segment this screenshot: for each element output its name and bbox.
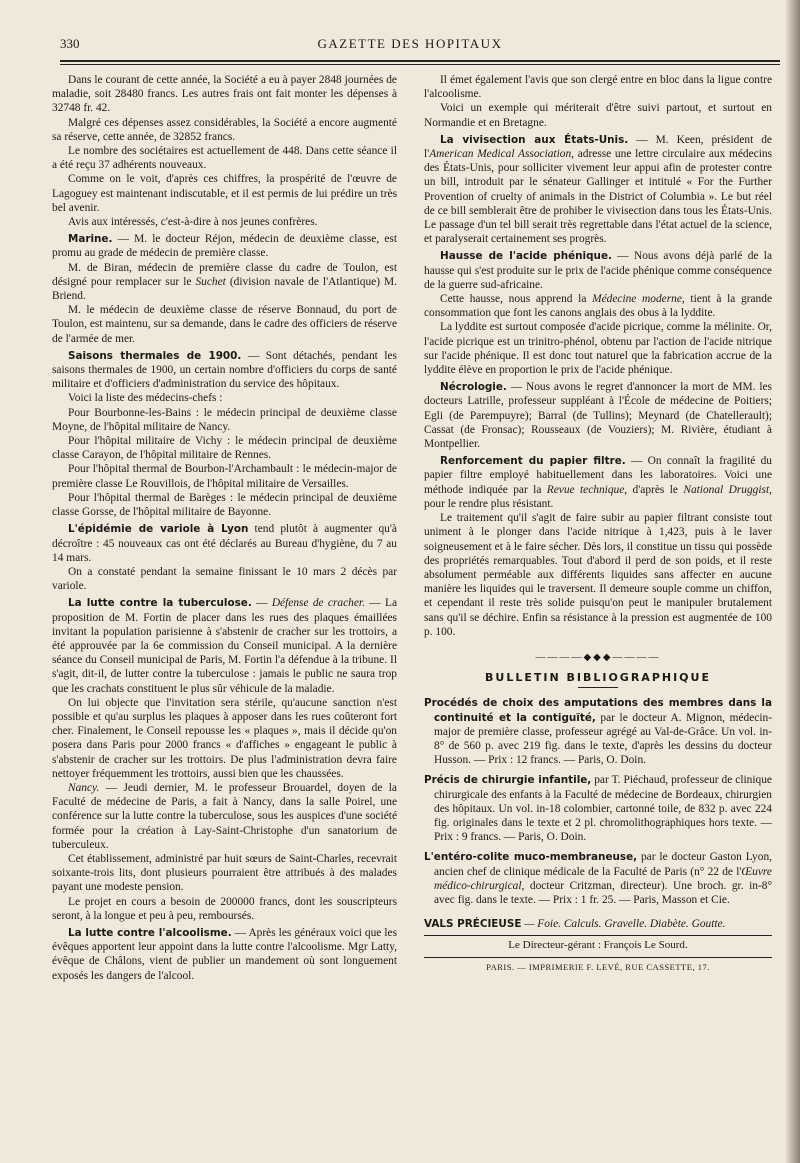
- item-heading: Marine.: [68, 233, 113, 246]
- paragraph: Cette hausse, nous apprend la Médecine moderne, tient à la grande consommation que font les canons anglais des obus à la lyddite.: [424, 293, 772, 320]
- header-rule: [60, 60, 780, 62]
- director-signature: Le Directeur-gérant : François Le Sourd.: [508, 939, 688, 952]
- bibliography-entry: L'entéro-colite muco-membraneuse, par le docteur Gaston Lyon, ancien chef de clinique médicale de la Faculté de Paris (n° 22 de l'Œuvre médico-chirurgical, docteur Critzman, directeur). Une broch. gr. in-8° avec fig. dans le texte. — Prix : 1 fr. 25. — Paris, Masson et Cie.: [424, 851, 772, 906]
- page-header: [60, 30, 760, 60]
- paragraph: M. de Biran, médecin de première classe du cadre de Toulon, est désigné pour remplacer sur le Suchet (division navale de l'Atlantique) M. Briend.: [52, 261, 397, 303]
- paragraph: Il émet également l'avis que son clergé entre en bloc dans la ligue contre l'alcoolisme.: [424, 74, 772, 101]
- paragraph: Voici un exemple qui mériterait d'être suivi partout, et surtout en Normandie et en Bretagne.: [424, 102, 772, 129]
- paragraph: On lui objecte que l'invitation sera stérile, qu'aucune sanction n'est possible et qu'au surplus les plaques à apposer dans les rues coûteront fort cher. Finalement, le Conseil repousse les « plaques », mais il décide qu'on posera dans Paris pour 2000 francs « d'affiches » engageant le public à s'abstenir de cracher sur les trottoirs. De plus l'administration devra faire nettoyer fréquemment les trottoirs, aussi bien que les chaussées.: [52, 696, 397, 780]
- item-heading: Saisons thermales de 1900.: [68, 349, 242, 362]
- paragraph: M. le médecin de deuxième classe de réserve Bonnaud, du port de Toulon, est maintenu, sur sa demande, dans le cadre des officiers de réserve de l'armée de mer.: [52, 304, 397, 345]
- page-number: 330: [60, 36, 80, 51]
- paragraph: Le projet en cours a besoin de 200000 francs, dont les souscripteurs seront, à la longue et peu à peu, remboursés.: [52, 895, 397, 922]
- printer-imprint: PARIS. — IMPRIMERIE F. LEVÉ, RUE CASSETTE, 17.: [486, 961, 710, 972]
- news-item-variole: L'épidémie de variole à Lyon tend plutôt à augmenter qu'à décroître : 45 nouveaux cas ont été déclarés au Bureau d'hygiène, du 7 au 14 mars.: [52, 523, 397, 564]
- paragraph: Cet établissement, administré par huit sœurs de Saint-Charles, recevrait soixante-trois lits, dont plusieurs pourraient être attribués à des malades payant une modeste pension.: [52, 852, 397, 894]
- news-item-papier-filtre: Renforcement du papier filtre. — On connaît la fragilité du papier filtre employé habituellement dans les laboratoires. Voici une méthode indiquée par la Revue technique, d'après le National Druggist, pour le rendre plus résistant.: [424, 455, 772, 510]
- item-heading: Hausse de l'acide phénique.: [440, 250, 612, 263]
- footer-rule: [424, 935, 772, 936]
- item-heading: La lutte contre la tuberculose.: [68, 597, 252, 610]
- header-rule-thin: [60, 64, 780, 65]
- news-item-tuberculose: La lutte contre la tuberculose. — Défense de cracher. — La proposition de M. Fortin de placer dans les rues des plaques émaillées invitant la population parisienne à s'abstenir de cracher sur les trottoirs, a été approuvée par la 6e commission du Conseil municipal. A la dernière séance du Conseil municipal de Paris, M. Fortin l'a défendue à la tribune. Il s'agit, dit-il, de lutter contre la tuberculose : jamais le public ne saura trop que les crachats constituent le plus sûr véhicule de la maladie.: [52, 597, 397, 695]
- journal-title: GAZETTE DES HOPITAUX: [317, 36, 503, 51]
- paragraph: Le traitement qu'il s'agit de faire subir au papier filtrant consiste tout uniment à le plonger dans l'acide nitrique à 1,423, puis à le laver soigneusement et à le faire sécher. Dès lors, il constitue un tissu qui possède des propriétés remarquables. Tout d'abord il perd de son poids, et il reste absolument perméable aux différents liquides sans affecter en aucune manière les liquides qui le traversent. Il demeure souple comme un chiffon, et cependant il reste très solide puisqu'on peut le manipuler brutalement sans qu'il se déchire. Enfin sa résistance à la pression est augmentée de 100 p. 100.: [424, 512, 772, 638]
- item-heading: La lutte contre l'alcoolisme.: [68, 926, 232, 939]
- paragraph: Le nombre des sociétaires est actuellement de 448. Dans cette séance il a été reçu 37 adhérents nouveaux.: [52, 145, 397, 172]
- news-item-saisons: Saisons thermales de 1900. — Sont détachés, pendant les saisons thermales de 1900, un certain nombre d'officiers du corps de santé militaire et d'officiers d'administration du service des hôpitaux.: [52, 349, 397, 391]
- news-item-necrologie: Nécrologie. — Nous avons le regret d'annoncer la mort de MM. les docteurs Latrille, professeur suppléant à l'École de médecine de Poitiers; Egli (de Parempuyre); Barral (de Tullins); Meynard (de Chatellerault); Cassat (de Fronsac); Rousseaux (de Vouziers); M. Rivière, étudiant à Montpellier.: [424, 381, 772, 451]
- paragraph: Pour Bourbonne-les-Bains : le médecin principal de deuxième classe Moyne, de l'hôpital militaire de Nancy.: [52, 406, 397, 433]
- bibliography-entry: Procédés de choix des amputations des membres dans la continuité et la contiguïté, par le docteur A. Mignon, médecin-major de première classe, professeur agrégé au Val-de-Grâce. Un vol. in-8° de 560 p. avec 219 fig. dans le texte, d'après les dessins du docteur Husson. — Prix : 12 francs. — Paris, O. Doin.: [424, 697, 772, 767]
- item-heading: La vivisection aux États-Unis.: [440, 133, 629, 146]
- item-heading: L'épidémie de variole à Lyon: [68, 523, 249, 536]
- right-column: [424, 73, 772, 1153]
- paragraph: Comme on le voit, d'après ces chiffres, la prospérité de l'œuvre de Lagoguey est maintenant indiscutable, et il est permis de lui prédire un très bel avenir.: [52, 173, 397, 214]
- bibliography-entry: Précis de chirurgie infantile, par T. Piéchaud, professeur de clinique chirurgicale des enfants à la Faculté de médecine de Bordeaux, chirurgien des hôpitaux. Un vol. in-18 colombier, cartonné toile, de 832 p. avec 224 fig. originales dans le texte et 2 pl. chromolithographiques hors texte. — Prix : 9 francs. — Paris, O. Doin.: [424, 774, 772, 844]
- item-heading: Nécrologie.: [440, 381, 507, 394]
- paragraph: Malgré ces dépenses assez considérables, la Société a encore augmenté sa réserve, cette année, de 32852 francs.: [52, 116, 397, 143]
- item-heading: Renforcement du papier filtre.: [440, 455, 626, 468]
- footer-rule: [424, 957, 772, 958]
- left-column: [52, 73, 397, 1153]
- page-edge-shadow: [786, 0, 800, 1163]
- paragraph: Dans le courant de cette année, la Société a eu à payer 2848 journées de maladie, soit 28480 francs. Les autres frais ont fait monter les dépenses à 32748 fr. 42.: [52, 74, 397, 115]
- news-item-vivisection: La vivisection aux États-Unis. — M. Keen, président de l'American Medical Association, adresse une lettre circulaire aux médecins des États-Unis, pour solliciter vivement leur appui afin de protester contre un bill, introduit par le sénateur Gallinger et intitulé « For the Further Provention of cruelty of animals in the District of Columbia ». Le but réel de ce bill semblerait être de prohiber le vivisection dans tous les États-Unis. Le passage d'un tel bill serait très regrettable dans l'état actuel de la science, et paralyserait certainement ses progrès.: [424, 133, 772, 246]
- news-item-alcoolisme: La lutte contre l'alcoolisme. — Après les généraux voici que les évêques apportent leur appoint dans la lutte contre l'alcoolisme. Mgr Latty, évêque de Châlons, vient de publier un mandement où sont longuement exposés les dangers de l'alcool.: [52, 926, 397, 982]
- paragraph: Voici la liste des médecins-chefs :: [68, 392, 223, 405]
- ornament-divider: ————◆◆◆————: [535, 651, 661, 663]
- paragraph: Pour l'hôpital militaire de Vichy : le médecin principal de deuxième classe Carayon, de l'hôpital militaire de Rennes.: [52, 435, 397, 462]
- paragraph: Avis aux intéressés, c'est-à-dire à nos jeunes confrères.: [68, 216, 318, 229]
- paragraph: On a constaté pendant la semaine finissant le 10 mars 2 décès par variole.: [52, 565, 397, 593]
- advertisement-vals: VALS PRÉCIEUSE — Foie. Calculs. Gravelle. Diabète. Goutte.: [424, 918, 726, 931]
- news-item-marine: Marine. — M. le docteur Réjon, médecin de deuxième classe, est promu au grade de médecin de première classe.: [52, 233, 397, 260]
- bulletin-rule: [578, 687, 618, 688]
- paragraph: Pour l'hôpital thermal de Bourbon-l'Archambault : le médecin-major de première classe Le Rouvillois, de l'hôpital militaire de Versailles.: [52, 463, 397, 490]
- paragraph: La lyddite est surtout composée d'acide picrique, comme la mélinite. Or, l'acide picrique est un trinitro-phénol, obtenu par l'action de l'acide nitrique sur l'acide phénique. Il est donc tout naturel que la fabrication accrue de la lyddite élève en proportion le prix de l'acide phénique.: [424, 321, 772, 377]
- bulletin-title: BULLETIN BIBLIOGRAPHIQUE: [485, 671, 711, 685]
- news-item-nancy: Nancy. — Jeudi dernier, M. le professeur Brouardel, doyen de la Faculté de médecine de Paris, a fait à Nancy, dans la salle Poirel, une conférence sur la lutte contre la tuberculose, sous les auspices d'une société formée pour la création à Lay-Saint-Christophe d'un sanatorium de tuberculeux.: [52, 781, 397, 851]
- paragraph: Pour l'hôpital thermal de Barèges : le médecin principal de deuxième classe Gorsse, de l'hôpital militaire de Bayonne.: [52, 491, 397, 519]
- news-item-acide-phenique: Hausse de l'acide phénique. — Nous avons déjà parlé de la hausse qui s'est produite sur le prix de l'acide phénique comme conséquence de la guerre sud-africaine.: [424, 250, 772, 291]
